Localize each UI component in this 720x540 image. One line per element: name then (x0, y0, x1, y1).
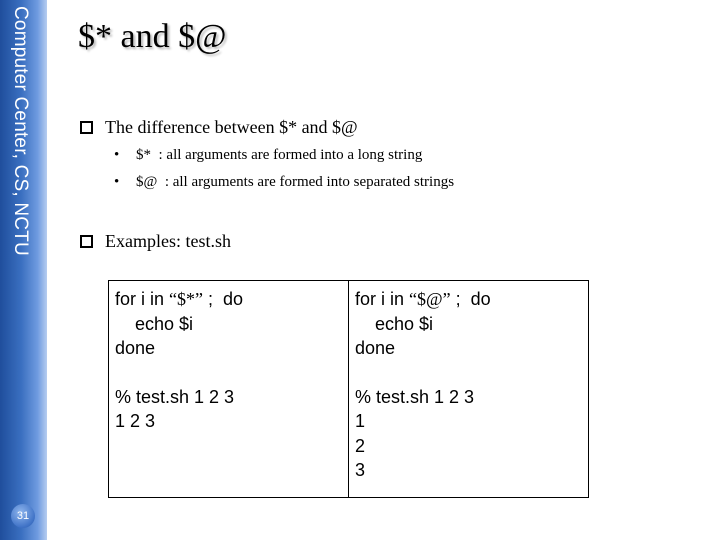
code-line: echo $i (115, 313, 194, 334)
code-quoted-text: “$*” (169, 289, 204, 309)
code-line: echo $i (355, 313, 434, 334)
square-bullet-icon (80, 235, 93, 248)
sub-bullet-text: $* : all arguments are formed into a long string (136, 147, 423, 163)
code-line: % test.sh 1 2 3 (115, 386, 235, 407)
sidebar-org-label: Computer Center, CS, NCTU (10, 6, 31, 256)
code-line (115, 287, 342, 312)
code-text: for i in (115, 289, 170, 309)
sub-bullet-text: $@ : all arguments are formed into separated strings (136, 174, 455, 190)
code-line: 1 2 3 (115, 411, 156, 431)
code-quoted-text: “$@” (409, 289, 451, 309)
code-line: done (355, 338, 396, 358)
sidebar (0, 0, 47, 540)
bullet-item (80, 117, 358, 138)
code-line: % test.sh 1 2 3 (355, 386, 475, 407)
dot-bullet-icon: • (114, 147, 120, 163)
slide-title: $* and $@ (78, 18, 227, 55)
code-text: ; do (203, 289, 244, 309)
code-line: 3 (355, 460, 366, 480)
code-line: 2 (355, 435, 366, 456)
bullet-text: The difference between $* and $@ (105, 117, 358, 137)
code-line: done (115, 338, 156, 358)
bullet-text: Examples: test.sh (105, 231, 231, 251)
square-bullet-icon (80, 121, 93, 134)
page-number-badge: 31 (11, 504, 35, 528)
code-box-at (348, 280, 589, 498)
dot-bullet-icon: • (114, 174, 120, 190)
code-line (355, 287, 582, 312)
code-text: for i in (355, 289, 410, 309)
code-line: 1 (355, 411, 366, 431)
code-box-star (108, 280, 349, 498)
code-text: ; do (450, 289, 491, 309)
sub-bullet-item (114, 147, 422, 164)
bullet-item (80, 231, 231, 252)
sub-bullet-item (114, 174, 454, 191)
